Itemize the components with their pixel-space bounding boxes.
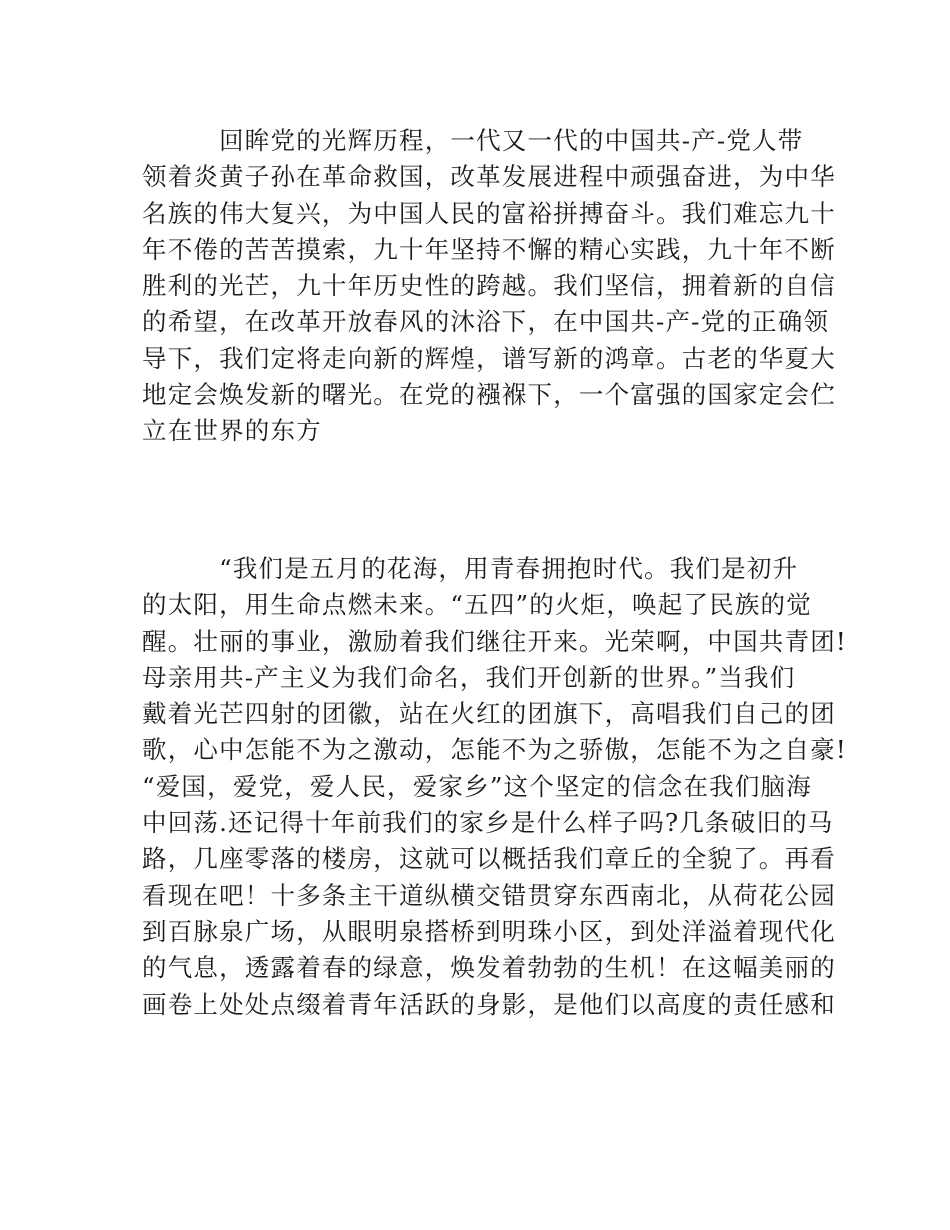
paragraph-party-history <box>142 123 836 450</box>
text-line: 到百脉泉广场，从眼明泉搭桥到明珠小区，到处洋溢着现代化 <box>142 916 836 946</box>
text-line: 地定会焕发新的曙光。在党的襁褓下，一个富强的国家定会伫 <box>142 380 836 410</box>
text-line: 醒。壮丽的事业，激励着我们继往开来。光荣啊，中国共青团! <box>142 626 847 656</box>
text-line: “爱国，爱党，爱人民，爱家乡”这个坚定的信念在我们脑海 <box>142 771 812 801</box>
text-line: 的希望，在改革开放春风的沐浴下，在中国共-产-党的正确领 <box>142 307 830 337</box>
text-line: 画卷上处处点缀着青年活跃的身影，是他们以高度的责任感和 <box>142 989 836 1019</box>
text-line: 路，几座零落的楼房，这就可以概括我们章丘的全貌了。再看 <box>142 844 836 874</box>
text-line: 名族的伟大复兴，为中国人民的富裕拼搏奋斗。我们难忘九十 <box>142 198 836 228</box>
text-line: 母亲用共-产主义为我们命名，我们开创新的世界。”当我们 <box>142 662 796 692</box>
text-line: 中回荡.还记得十年前我们的家乡是什么样子吗?几条破旧的马 <box>142 808 834 838</box>
text-line: 回眸党的光辉历程，一代又一代的中国共-产-党人带 <box>142 126 804 155</box>
text-line: 的太阳，用生命点燃未来。“五四”的火炬，唤起了民族的觉 <box>142 590 812 620</box>
paragraph-youth-league <box>142 551 847 1023</box>
text-line: 导下，我们定将走向新的辉煌，谱写新的鸿章。古老的华夏大 <box>142 343 836 373</box>
text-line: 戴着光芒四射的团徽，站在火红的团旗下，高唱我们自己的团 <box>142 699 836 729</box>
text-line: 的气息，透露着春的绿意，焕发着勃勃的生机！在这幅美丽的 <box>142 953 836 983</box>
text-line: 歌，心中怎能不为之激动，怎能不为之骄傲，怎能不为之自豪! <box>142 735 847 765</box>
text-line: 看现在吧！十多条主干道纵横交错贯穿东西南北，从荷花公园 <box>142 880 836 910</box>
text-line: 胜利的光芒，九十年历史性的跨越。我们坚信，拥着新的自信 <box>142 271 836 301</box>
text-line: 领着炎黄子孙在革命救国，改革发展进程中顽强奋进，为中华 <box>142 162 836 192</box>
text-line: 年不倦的苦苦摸索，九十年坚持不懈的精心实践，九十年不断 <box>142 234 836 264</box>
text-line: 立在世界的东方 <box>142 416 322 446</box>
text-line: “我们是五月的花海，用青春拥抱时代。我们是初升 <box>142 554 799 583</box>
